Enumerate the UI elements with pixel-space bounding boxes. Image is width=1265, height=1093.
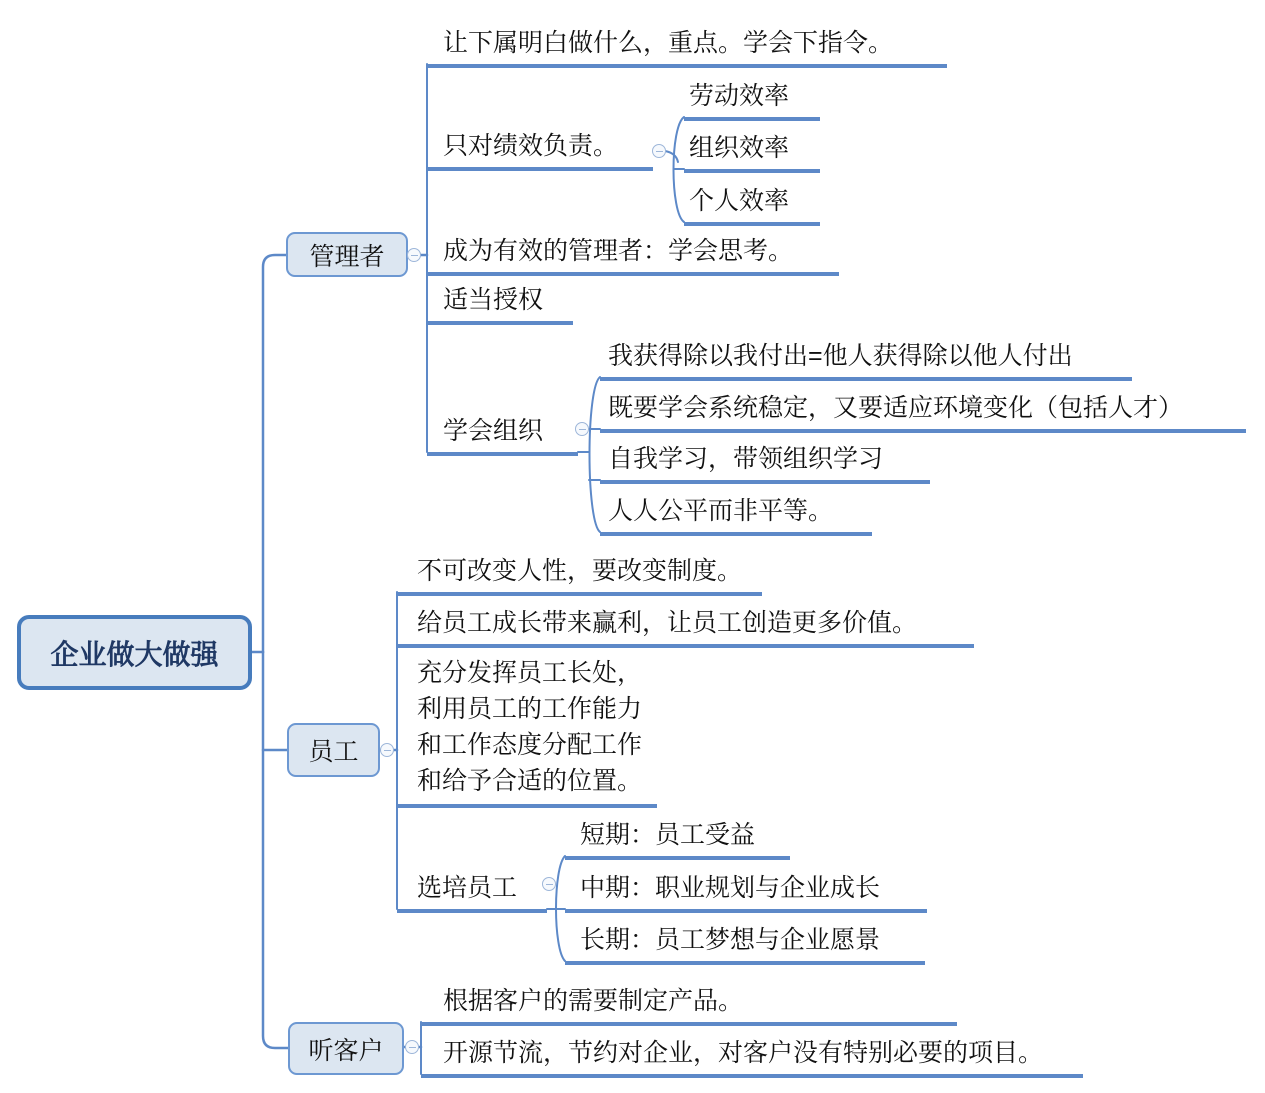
mindmap-topic[interactable]: 开源节流，节约对企业，对客户没有特别必要的项目。 xyxy=(421,1037,1083,1078)
minus-glyph xyxy=(579,429,586,430)
collapse-icon[interactable] xyxy=(652,144,666,158)
mindmap-subtopic[interactable]: 我获得除以我付出=他人获得除以他人付出 xyxy=(600,340,1132,381)
branch-label: 管理者 xyxy=(309,242,385,271)
collapse-icon[interactable] xyxy=(575,422,589,436)
connector-path xyxy=(263,255,286,652)
connector-path xyxy=(590,377,601,532)
minus-glyph xyxy=(409,1047,416,1048)
mindmap-topic[interactable]: 让下属明白做什么，重点。学会下指令。 xyxy=(427,27,947,68)
mindmap-topic[interactable]: 不可改变人性，要改变制度。 xyxy=(397,555,762,596)
collapse-icon[interactable] xyxy=(407,248,421,262)
mindmap-topic[interactable]: 选培员工 xyxy=(397,872,547,913)
mindmap-topic[interactable] xyxy=(397,655,657,808)
mindmap-topic[interactable]: 根据客户的需要制定产品。 xyxy=(421,985,957,1026)
minus-glyph xyxy=(656,151,663,152)
minus-glyph xyxy=(411,255,418,256)
branch-label: 员工 xyxy=(308,738,359,766)
mindmap-subtopic[interactable]: 既要学会系统稳定，又要适应环境变化（包括人才） xyxy=(600,392,1246,433)
branch-node-employee[interactable] xyxy=(287,723,380,777)
branch-label: 听客户 xyxy=(308,1036,384,1065)
minus-glyph xyxy=(546,884,553,885)
mindmap-topic[interactable]: 成为有效的管理者：学会思考。 xyxy=(427,235,839,276)
mindmap-subtopic[interactable]: 人人公平而非平等。 xyxy=(600,495,872,536)
branch-node-manager[interactable] xyxy=(286,232,408,277)
minus-glyph xyxy=(384,750,391,751)
collapse-icon[interactable] xyxy=(380,743,394,757)
root-node[interactable] xyxy=(17,615,252,690)
mindmap-subtopic[interactable]: 劳动效率 xyxy=(684,80,820,121)
connector-path xyxy=(263,652,288,1048)
mindmap-subtopic[interactable]: 中期：职业规划与企业成长 xyxy=(565,872,927,913)
mindmap-subtopic[interactable]: 长期：员工梦想与企业愿景 xyxy=(565,924,925,965)
mindmap-topic[interactable]: 只对绩效负责。 xyxy=(427,130,653,171)
mindmap-subtopic[interactable]: 短期：员工受益 xyxy=(565,819,790,860)
mindmap-topic[interactable]: 学会组织 xyxy=(427,415,578,456)
connector-path xyxy=(665,151,678,162)
mindmap-topic[interactable]: 给员工成长带来赢利，让员工创造更多价值。 xyxy=(397,607,974,648)
mindmap-subtopic[interactable]: 个人效率 xyxy=(684,185,820,226)
root-label: 企业做大做强 xyxy=(50,638,219,670)
topic-line: 充分发挥员工长处， xyxy=(417,659,643,687)
branch-node-customer[interactable] xyxy=(288,1022,404,1075)
mindmap-subtopic[interactable]: 自我学习，带领组织学习 xyxy=(600,443,930,484)
topic-line: 和给予合适的位置。 xyxy=(417,767,643,795)
trunk-connector xyxy=(252,255,288,1048)
mindmap-subtopic[interactable]: 组织效率 xyxy=(684,132,820,173)
collapse-icon[interactable] xyxy=(405,1040,419,1054)
collapse-icon[interactable] xyxy=(542,877,556,891)
topic-line: 和工作态度分配工作 xyxy=(417,731,643,759)
topic-line: 利用员工的工作能力 xyxy=(417,695,643,723)
mindmap-topic[interactable]: 适当授权 xyxy=(427,284,573,325)
